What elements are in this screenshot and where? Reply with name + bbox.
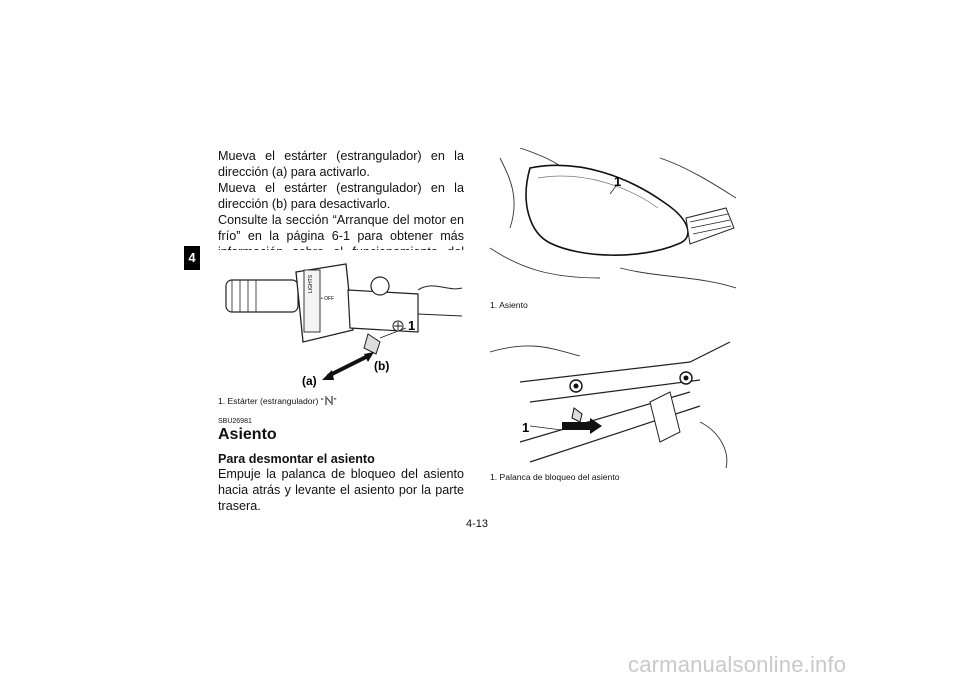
- choke-figure: [218, 250, 464, 390]
- choke-callout-1: 1: [408, 318, 416, 333]
- lever-illustration: [490, 322, 736, 468]
- lever-figure: [490, 322, 736, 468]
- section-tab: 4: [184, 246, 200, 270]
- seat-illustration: [490, 148, 736, 296]
- lever-caption: 1. Palanca de bloqueo del asiento: [490, 472, 620, 482]
- choke-caption: 1. Estárter (estrangulador) “ ”: [218, 396, 337, 406]
- seat-callout-1: 1: [614, 174, 622, 189]
- lever-callout-1: 1: [522, 420, 530, 435]
- intro-line-3: Consulte la sección “Arranque del motor en frío” en la página 6-1 para obtener más: [218, 213, 464, 243]
- choke-illustration: [218, 250, 464, 390]
- direction-a-label: (a): [302, 374, 317, 388]
- choke-symbol-icon: [324, 396, 334, 405]
- intro-line-2: Mueva el estárter (estrangulador) en la dirección (b) para desactivarlo.: [218, 181, 464, 211]
- direction-b-label: (b): [374, 359, 390, 373]
- intro-line-1: Mueva el estárter (estrangulador) en la dirección (a) para activarlo.: [218, 149, 464, 179]
- section-code: SBU26981: [218, 418, 252, 425]
- section-heading: Asiento: [218, 426, 277, 443]
- seat-caption: 1. Asiento: [490, 300, 528, 310]
- page-number: 4-13: [466, 518, 489, 530]
- seat-figure: [490, 148, 736, 296]
- section-body: Empuje la palanca de bloqueo del asiento hacia atrás y levante el asiento por la parte trasera.: [218, 467, 464, 513]
- watermark: carmanualsonline.info: [628, 652, 847, 677]
- section-subheading: Para desmontar el asiento: [218, 452, 375, 466]
- switch-lights-label: LIGHTS: [308, 274, 314, 293]
- switch-off-label: • OFF: [321, 296, 335, 302]
